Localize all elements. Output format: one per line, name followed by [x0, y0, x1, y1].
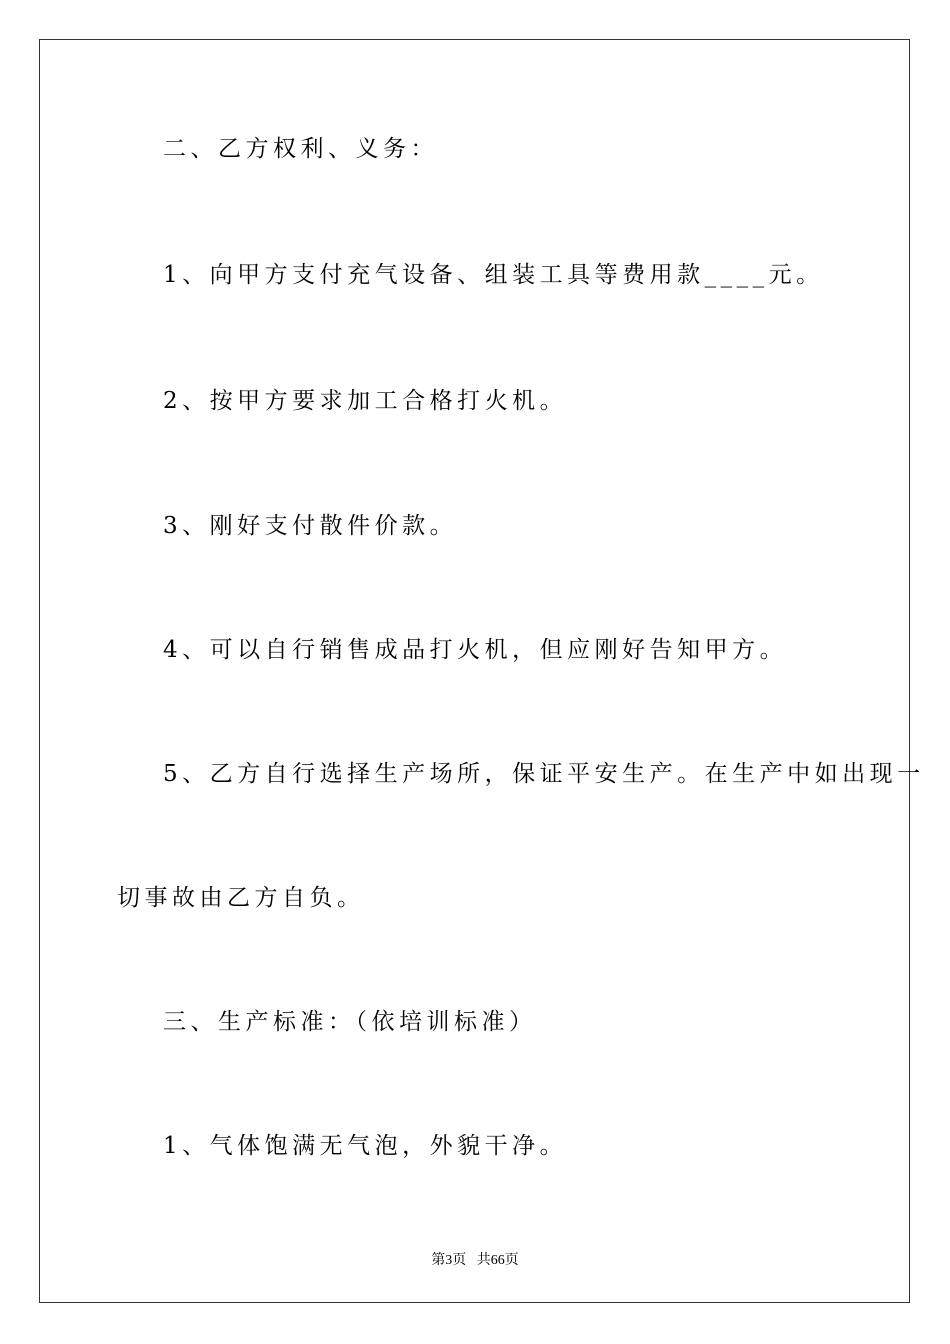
paragraph-item-2: 2、按甲方要求加工合格打火机。: [163, 388, 568, 414]
section-heading-production-standards: 三、生产标准：（依培训标准）: [163, 1009, 537, 1035]
paragraph-item-5: 5、乙方自行选择生产场所，保证平安生产。在生产中如出现一: [163, 761, 925, 787]
paragraph-item-5-continuation: 切事故由乙方自负。: [117, 885, 365, 911]
page-number-footer: 第3页 共66页: [431, 1253, 519, 1268]
paragraph-item-3: 3、刚好支付散件价款。: [163, 513, 458, 539]
paragraph-item-1: 1、向甲方支付充气设备、组装工具等费用款____元。: [163, 262, 824, 288]
paragraph-item-4: 4、可以自行销售成品打火机，但应刚好告知甲方。: [163, 637, 788, 663]
section-heading-party-b-rights: 二、乙方权利、义务：: [163, 136, 438, 162]
paragraph-standard-1: 1、气体饱满无气泡，外貌干净。: [163, 1133, 568, 1159]
page-border: [39, 39, 910, 1303]
